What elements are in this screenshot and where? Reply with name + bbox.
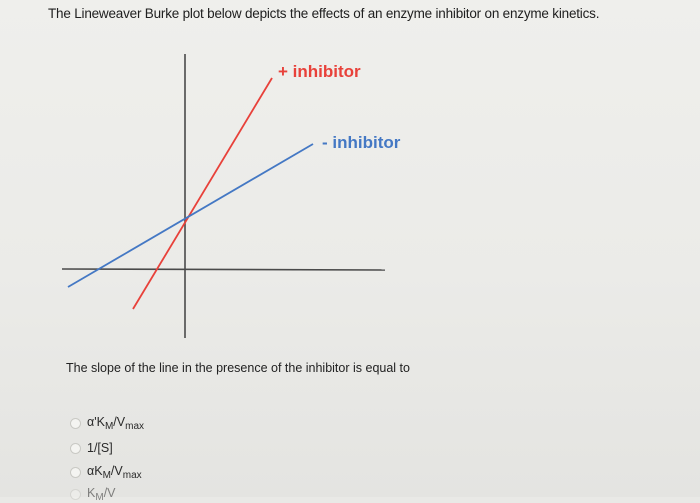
plus-inhibitor-label: + inhibitor: [278, 62, 361, 81]
option-alpha-km-vmax[interactable]: [70, 464, 142, 481]
option-label: $K_M/V$: [87, 486, 116, 503]
minus-inhibitor-line: [68, 144, 313, 287]
option-km-v[interactable]: [70, 486, 116, 503]
option-alpha-prime-km-vmax[interactable]: [70, 415, 144, 432]
radio-button[interactable]: [70, 489, 81, 500]
question-prompt: The slope of the line in the presence of the inhibitor is equal to: [66, 361, 410, 375]
radio-button[interactable]: [70, 443, 81, 454]
question-title: The Lineweaver Burke plot below depicts the effects of an enzyme inhibitor on enzyme kinetics.: [48, 6, 600, 21]
x-axis: [62, 269, 385, 270]
minus-inhibitor-label: - inhibitor: [322, 133, 401, 152]
option-label: $\alpha K_M/V_{max}$: [87, 464, 142, 481]
option-label: $\alpha'K_M/V_{max}$: [87, 415, 145, 432]
option-label: 1/[S]: [87, 441, 113, 455]
radio-button[interactable]: [70, 467, 81, 478]
plus-inhibitor-line: [133, 78, 272, 309]
radio-button[interactable]: [70, 418, 81, 429]
option-one-over-s[interactable]: [70, 441, 113, 455]
